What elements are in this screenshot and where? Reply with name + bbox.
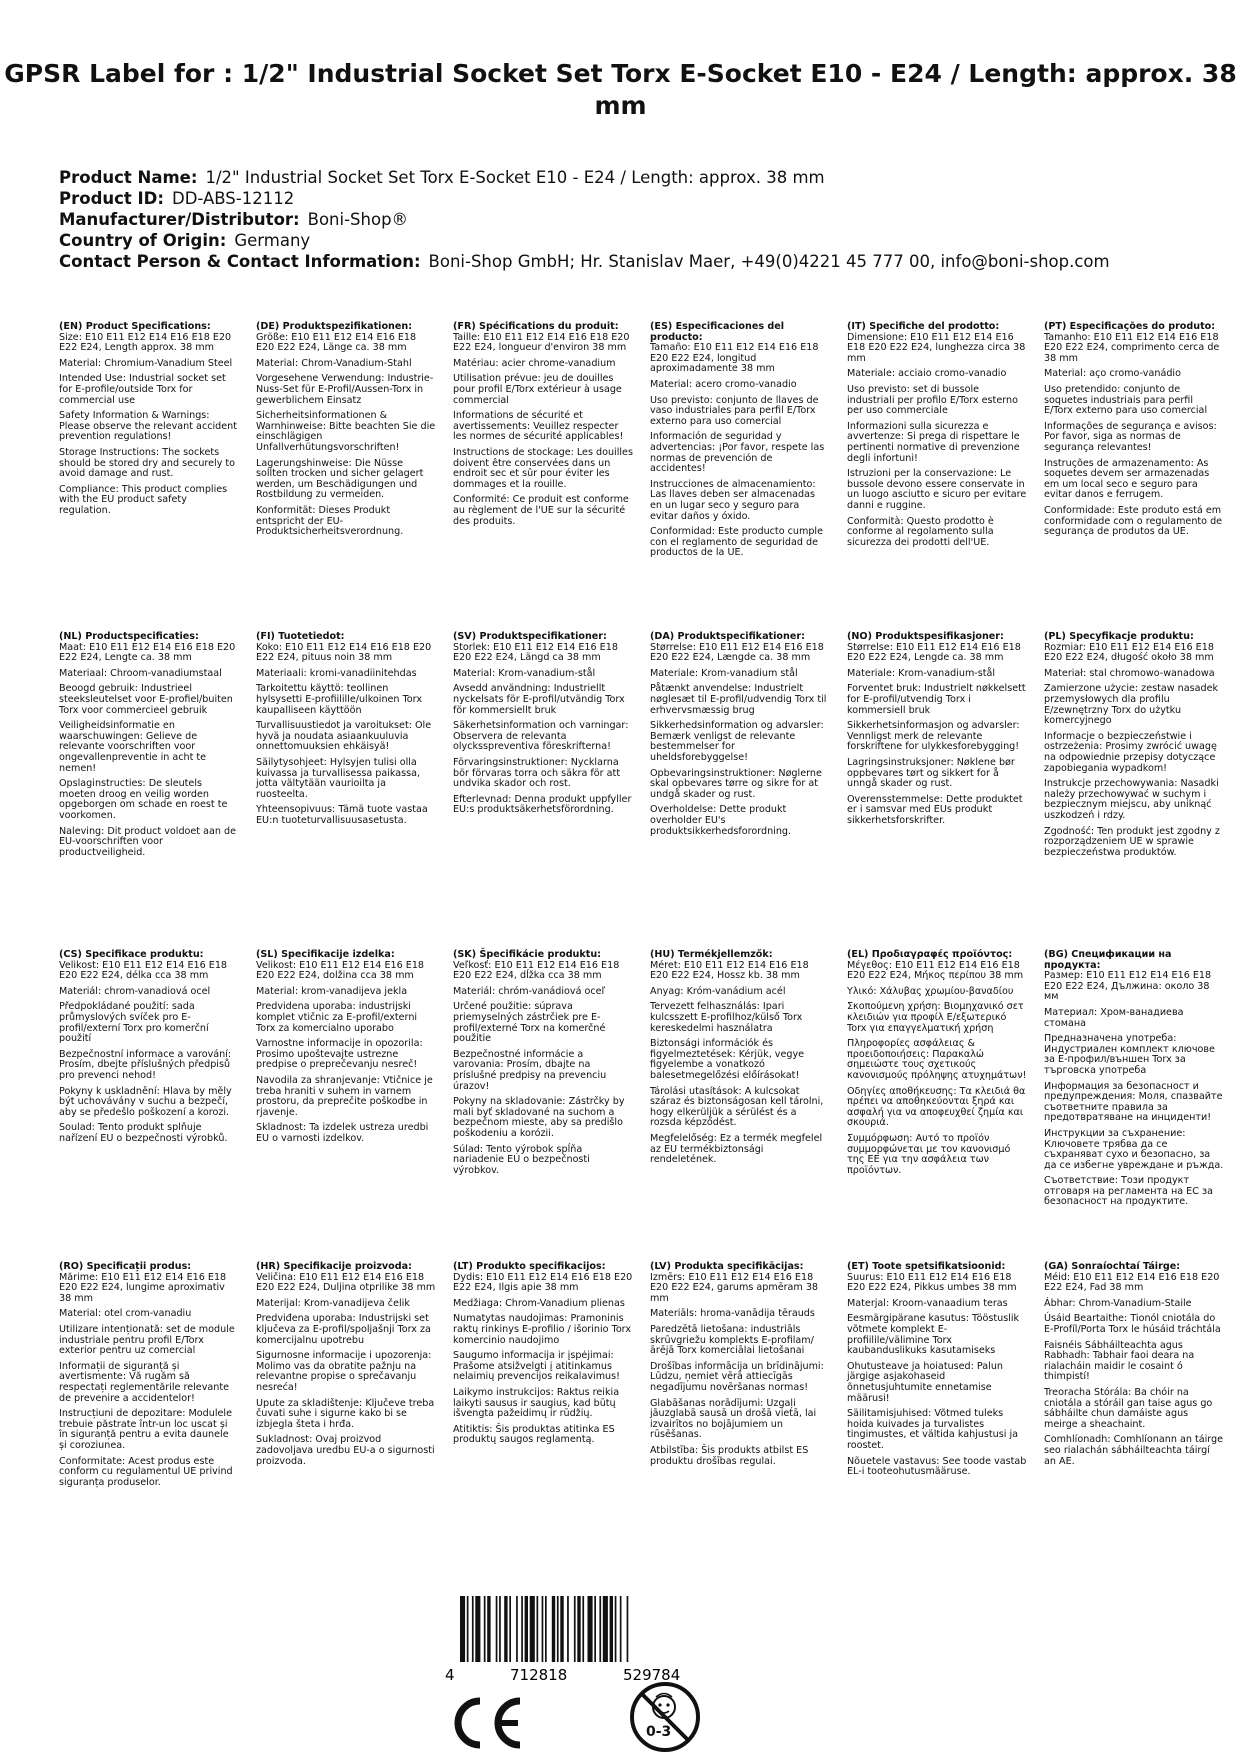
spec-line: Størrelse: E10 E11 E12 E14 E16 E18 E20 E22 E24, Lengde ca. 38 mm	[847, 641, 1021, 664]
spec-line: Úsáid Beartaithe: Tionól cniotála do E-Profíl/Porta Torx le húsáid tráchtála	[1044, 1313, 1221, 1335]
not-for-children-0-3-icon	[628, 1680, 702, 1754]
spec-line: Suurus: E10 E11 E12 E14 E16 E18 E20 E22 E24, Pikkus umbes 38 mm	[847, 1271, 1017, 1294]
barcode-bar	[525, 1596, 528, 1662]
spec-line: Materiale: acciaio cromo-vanadio	[847, 368, 1007, 380]
barcode-bar	[603, 1596, 608, 1662]
spec-line: Πληροφορίες ασφάλειας & προειδοποιήσεις: Παρακαλώ σημειώστε τους σχετικούς κανονισμούς πρόληψης ατυχημάτων!	[847, 1038, 1027, 1081]
spec-line: Säilytysohjeet: Hylsyjen tulisi olla kuivassa ja turvallisessa paikassa, jotta vältytään vaurioilta ja ruosteelta.	[256, 756, 421, 800]
spec-line: Opbevaringsinstruktioner: Nøglerne skal opbevares tørre og sikre for at undgå skader og rust.	[650, 767, 822, 800]
spec-line: Informacje o bezpieczeństwie i ostrzeżenia: Prosimy zwrócić uwagę na odpowiednie przepisy dotyczące zapobiegania wypadkom!	[1044, 730, 1217, 774]
spec-line: Efterlevnad: Denna produkt uppfyller EU:s produktsäkerhetsförordning.	[453, 793, 632, 816]
spec-block	[256, 1262, 436, 1472]
barcode-bar	[582, 1596, 584, 1662]
spec-line: Bezpečnostné informácie a varovania: Prosím, dbajte na príslušné predpisy na prevenciu úrazov!	[453, 1048, 607, 1092]
spec-line: Glabāšanas norādījumi: Uzgaļi jāuzglabā sausā un drošā vietā, lai izvairītos no bojājumiem un rūsēšanas.	[650, 1397, 817, 1441]
spec-block	[847, 1262, 1027, 1483]
spec-line: Material: otel crom-vanadiu	[59, 1308, 192, 1320]
info-value: Boni-Shop®	[307, 210, 409, 229]
spec-block	[256, 632, 436, 832]
info-label: Country of Origin:	[59, 231, 227, 250]
spec-heading: (DE) Produktspezifikationen:	[256, 321, 413, 332]
spec-heading: (FR) Spécifications du produit:	[453, 321, 619, 332]
spec-heading: (NL) Productspecificaties:	[59, 631, 199, 642]
spec-line: Vorgesehene Verwendung: Industrie-Nuss-Set für E-Profil/Aussen-Torx in gewerblichem Einsatz	[256, 373, 434, 406]
spec-line: Určené použitie: súprava priemyselných zástrčiek pre E-profil/externé Torx na komerčné použitie	[453, 1001, 606, 1045]
spec-line: Eesmärgipärane kasutus: Tööstuslik võtmete komplekt E-profiilile/välimine Torx kaubanduslikuks kasutamiseks	[847, 1313, 1020, 1357]
spec-line: Påtænkt anvendelse: Industrielt nøglesæt til E-profil/udvendig Torx til erhvervsmæssig brug	[650, 683, 827, 716]
age-label: 0-3	[646, 1724, 672, 1740]
spec-line: Velikost: E10 E11 E12 E14 E16 E18 E20 E22 E24, délka cca 38 mm	[59, 959, 228, 982]
barcode-bar	[588, 1596, 593, 1662]
spec-line: Saugumo informacija ir įspėjimai: Prašome atsižvelgti į atitinkamus nelaimių prevencijos reikalavimus!	[453, 1350, 620, 1383]
spec-block	[453, 950, 633, 1181]
info-value: 1/2" Industrial Socket Set Torx E-Socket E10 - E24 / Length: approx. 38 mm	[205, 168, 825, 187]
spec-heading: (SL) Specifikacije izdelka:	[256, 949, 395, 960]
spec-line: Overensstemmelse: Dette produktet er i samsvar med EUs produkt sikkerhetsforskrifter.	[847, 793, 1023, 826]
barcode-digit-1: 4	[445, 1666, 455, 1682]
spec-line: Veličina: E10 E11 E12 E14 E16 E18 E20 E22 E24, Duljina otprilike 38 mm	[256, 1271, 436, 1294]
spec-line: Méid: E10 E11 E12 E14 E16 E18 E20 E22 E24, Fad 38 mm	[1044, 1271, 1220, 1294]
spec-block	[256, 322, 436, 543]
spec-line: Súlad: Tento výrobok spĺňa nariadenie EÚ o bezpečnosti výrobkov.	[453, 1143, 590, 1176]
spec-line: Materiał: stal chromowo-wanadowa	[1044, 667, 1215, 679]
spec-line: Dydis: E10 E11 E12 E14 E16 E18 E20 E22 E24, Ilgis apie 38 mm	[453, 1271, 633, 1294]
barcode-bar	[467, 1596, 469, 1662]
spec-line: Ábhar: Chrom-Vanadium-Staile	[1044, 1297, 1192, 1309]
spec-line: Konformität: Dieses Produkt entspricht der EU-Produktsicherheitsverordnung.	[256, 504, 404, 538]
spec-line: Taille: E10 E11 E12 E14 E16 E18 E20 E22 E24, longueur d'environ 38 mm	[453, 331, 630, 354]
spec-line: Pokyny na skladovanie: Zástrčky by mali byť skladované na suchom a bezpečnom mieste, aby sa predišlo poškodeniu a korózii.	[453, 1096, 625, 1139]
spec-line: Materiale: Krom-vanadium stål	[650, 667, 798, 679]
spec-line: Tamanho: E10 E11 E12 E14 E16 E18 E20 E22 E24, comprimento cerca de 38 mm	[1044, 331, 1220, 364]
spec-line: Numatytas naudojimas: Pramoninis raktų rinkinys E-profilio / išorinio Torx komercinio naudojimo	[453, 1313, 632, 1346]
spec-line: Υλικό: Χάλυβας χρωμίου-βαναδίου	[847, 985, 1014, 997]
spec-line: Předpokládané použití: sada průmyslových svíček pro E-profil/externí Torx pro komerční použití	[59, 1001, 209, 1045]
spec-line: Opslaginstructies: De sleutels moeten droog en veilig worden opgeborgen om schade en roest te voorkomen.	[59, 778, 228, 821]
barcode-bar	[577, 1596, 580, 1662]
spec-line: Σκοπούμενη χρήση: Βιομηχανικό σετ κλειδιών για προφίλ E/εξωτερικό Torx για επαγγελματική χρήση	[847, 1001, 1024, 1034]
spec-line: Lagringsinstruksjoner: Nøklene bør oppbevares tørt og sikkert for å unngå skader og rust.	[847, 756, 1015, 790]
barcode-bar	[487, 1596, 490, 1662]
spec-line: Treoracha Stórála: Ba chóir na cniotála a stóráil gan taise agus go sábháilte chun damáiste agus meirge a sheachaint.	[1044, 1386, 1213, 1430]
spec-line: Conformitate: Acest produs este conform cu regulamentul UE privind siguranța produselor.	[59, 1455, 233, 1488]
barcode-bar	[475, 1596, 480, 1662]
spec-line: Méret: E10 E11 E12 E14 E16 E18 E20 E22 E24, Hossz kb. 38 mm	[650, 959, 809, 982]
spec-line: Zamierzone użycie: zestaw nasadek przemysłowych dla profilu E/zewnętrzny Torx do użytku komercyjnego	[1044, 683, 1219, 727]
spec-line: Bezpečnostní informace a varování: Prosím, dbejte příslušných předpisů pro prevenci nehod!	[59, 1048, 232, 1081]
spec-line: Rozmiar: E10 E11 E12 E14 E16 E18 E20 E22 E24, długość około 38 mm	[1044, 641, 1214, 664]
spec-heading: (RO) Specificații produs:	[59, 1261, 192, 1272]
spec-block	[59, 950, 239, 1150]
barcode-bar	[504, 1596, 507, 1662]
spec-line: Съответствие: Този продукт отговаря на регламента на ЕС за безопасност на продуктите.	[1044, 1175, 1213, 1208]
spec-block	[847, 632, 1027, 832]
spec-line: Material: aço cromo-vanádio	[1044, 368, 1181, 380]
spec-line: Comhlíonadh: Comhlíonann an táirge seo rialachán sábháilteachta táirgí an AE.	[1044, 1434, 1224, 1467]
spec-line: Предназначена употреба: Индустриален комплект ключове за Е-профил/външен Torx за търговска употреба	[1044, 1033, 1215, 1076]
spec-line: Material: acero cromo-vanadio	[650, 378, 797, 390]
spec-line: Tárolási utasítások: A kulcsokat száraz és biztonságosan kell tárolni, hogy elkerüljük a sérülést és a rozsda képződést.	[650, 1085, 824, 1129]
spec-line: Informații de siguranță și avertismente: Vă rugăm să respectați reglementările relevante de prevenire a accidentelor!	[59, 1360, 230, 1404]
spec-heading: (HU) Termékjellemzők:	[650, 949, 773, 960]
spec-line: Materjal: Kroom-vanaadium teras	[847, 1297, 1008, 1309]
barcode-bar	[610, 1596, 613, 1662]
spec-heading: (EL) Προδιαγραφές προϊόντος:	[847, 949, 1013, 960]
spec-line: Dimensione: E10 E11 E12 E14 E16 E18 E20 E22 E24, lunghezza circa 38 mm	[847, 331, 1026, 364]
spec-line: Μέγεθος: E10 E11 E12 E14 E16 E18 E20 E22 E24, Μήκος περίπου 38 mm	[847, 959, 1024, 982]
ce-mark-icon	[452, 1695, 526, 1751]
spec-line: Overholdelse: Dette produkt overholder EU's produktsikkerhedsforordning.	[650, 804, 792, 837]
spec-block	[59, 632, 239, 863]
spec-block	[1044, 950, 1224, 1213]
info-row	[59, 230, 1199, 251]
spec-block	[59, 1262, 239, 1493]
spec-heading: (DA) Produktspecifikationer:	[650, 631, 805, 642]
spec-line: Atbilstība: Šis produkts atbilst ES produktu drošības regulai.	[650, 1444, 809, 1467]
info-label: Product Name:	[59, 168, 198, 187]
spec-line: Förvaringsinstruktioner: Nycklarna bör förvaras torra och säkra för att undvika skador och rost.	[453, 756, 621, 790]
barcode-bar	[560, 1596, 563, 1662]
barcode-digits-2: 712818	[510, 1666, 568, 1682]
spec-line: Materiaali: kromi-vanadiinitehdas	[256, 667, 417, 679]
spec-line: Materiál: chrom-vanadiová ocel	[59, 985, 211, 997]
spec-line: Uso previsto: conjunto de llaves de vaso industriales para perfil E/Torx externo para uso comercial	[650, 394, 819, 427]
spec-line: Sigurnosne informacije i upozorenja: Molimo vas da obratite pažnju na relevantne propise o sprečavanju nesreća!	[256, 1350, 432, 1393]
spec-heading: (EN) Product Specifications:	[59, 321, 211, 332]
barcode-bar	[552, 1596, 555, 1662]
spec-line: Navodila za shranjevanje: Vtičnice je treba hraniti v suhem in varnem prostoru, da preprečite poškodbe in rjavenje.	[256, 1074, 433, 1118]
spec-line: Säkerhetsinformation och varningar: Observera de relevanta olycksspreventiva föreskrifterna!	[453, 720, 629, 753]
barcode-bar	[627, 1596, 629, 1662]
spec-heading: (PT) Especificações do produto:	[1044, 321, 1216, 332]
info-value: Germany	[234, 231, 311, 250]
spec-line: Informations de sécurité et avertissements: Veuillez respecter les normes de sécurité applicables!	[453, 410, 624, 443]
spec-line: Soulad: Tento produkt splňuje nařízení EU o bezpečnosti výrobků.	[59, 1122, 228, 1144]
spec-line: Matériau: acier chrome-vanadium	[453, 357, 616, 369]
barcode-bar	[516, 1596, 518, 1662]
spec-line: Paredzētā lietošana: industriāls skrūvgriežu komplekts E-profilam/ārējā Torx komerciālai lietošanai	[650, 1323, 814, 1357]
spec-line: Instrucțiuni de depozitare: Modulele trebuie păstrate într-un loc uscat și în siguranță pentru a evita daunele și coroziunea.	[59, 1408, 232, 1451]
spec-line: Utilizare intenționată: set de module industriale pentru profil E/Torx exterior pentru uz comercial	[59, 1323, 235, 1357]
spec-heading: (FI) Tuotetiedot:	[256, 631, 345, 642]
spec-line: Sikkerhetsinformasjon og advarsler: Vennligst merk de relevante forskriftene for ulykkesforebygging!	[847, 720, 1020, 753]
spec-heading: (CS) Specifikace produktu:	[59, 949, 204, 960]
barcode-bar	[460, 1596, 465, 1662]
spec-line: Intended Use: Industrial socket set for E-profile/outside Torx for commercial use	[59, 373, 226, 406]
spec-line: Tarkoitettu käyttö: teollinen hylsysetti E-profiilille/ulkoinen Torx kaupalliseen käyttöön	[256, 683, 423, 716]
spec-line: Sicherheitsinformationen & Warnhinweise: Bitte beachten Sie die einschlägigen Unfallverhütungsvorschriften!	[256, 410, 436, 453]
spec-line: Informações de segurança e avisos: Por favor, siga as normas de segurança relevantes!	[1044, 420, 1217, 453]
spec-heading: (PL) Specyfikacje produktu:	[1044, 631, 1194, 642]
spec-heading: (IT) Specifiche del prodotto:	[847, 321, 1000, 332]
spec-line: Veiligheidsinformatie en waarschuwingen: Gelieve de relevante voorschriften voor ongevallenpreventie in acht te nemen!	[59, 720, 207, 774]
spec-line: Skladnost: Ta izdelek ustreza uredbi EU o varnosti izdelkov.	[256, 1122, 429, 1144]
barcode-bar	[537, 1596, 539, 1662]
spec-line: Avsedd användning: Industriellt nyckelsats för E-profil/utvändig Torx för kommersiellt bruk	[453, 683, 625, 716]
spec-heading: (ET) Toote spetsifikatsioonid:	[847, 1261, 1006, 1272]
spec-line: Instrukcje przechowywania: Nasadki należy przechowywać w suchym i bezpiecznym miejscu, aby uniknąć uszkodzeń i rdzy.	[1044, 778, 1219, 821]
spec-heading: (SV) Produktspecifikationer:	[453, 631, 607, 642]
spec-line: Storlek: E10 E11 E12 E14 E16 E18 E20 E22 E24, Längd ca 38 mm	[453, 641, 618, 664]
spec-line: Συμμόρφωση: Αυτό το προϊόν συμμορφώνεται με τον κανονισμό της ΕΕ για την ασφάλεια των προϊόντων.	[847, 1132, 1011, 1176]
spec-line: Velikost: E10 E11 E12 E14 E16 E18 E20 E22 E24, dolžina cca 38 mm	[256, 959, 425, 982]
spec-line: Atitiktis: Šis produktas atitinka ES produktų saugos reglamentą.	[453, 1423, 615, 1446]
spec-line: Инструкции за съхранение: Ключовете трябва да се съхраняват сухо и безопасно, за да се избегне увреждане и ръжда.	[1044, 1127, 1224, 1171]
info-row	[59, 167, 1199, 188]
spec-line: Tervezett felhasználás: Ipari kulcsszett E-profilhoz/külső Torx kereskedelmi használatra	[650, 1001, 803, 1034]
info-row	[59, 251, 1199, 272]
spec-line: Drošības informācija un brīdinājumi: Lūdzu, ņemiet vērā attiecīgās negadījumu novēršanas normas!	[650, 1360, 824, 1393]
barcode-bar	[557, 1596, 559, 1662]
spec-heading: (GA) Sonraíochtaí Táirge:	[1044, 1261, 1181, 1272]
spec-line: Sikkerhedsinformation og advarsler: Bemærk venligst de relevante bestemmelser for uheldsforebyggelse!	[650, 720, 824, 763]
spec-line: Faisnéis Sábháilteachta agus Rabhadh: Tabhair faoi deara na rialacháin maidir le cosaint ó thimpistí!	[1044, 1339, 1195, 1383]
barcode-bar	[542, 1596, 544, 1662]
spec-block	[847, 950, 1027, 1181]
barcode-digits-3: 529784	[623, 1666, 681, 1682]
spec-line: Tamaño: E10 E11 E12 E14 E16 E18 E20 E22 E24, longitud aproximadamente 38 mm	[650, 342, 819, 375]
spec-block	[59, 322, 239, 522]
spec-line: Sukladnost: Ovaj proizvod zadovoljava uredbu EU-a o sigurnosti proizvoda.	[256, 1434, 435, 1467]
barcode-bar	[599, 1596, 601, 1662]
spec-block	[256, 950, 436, 1150]
spec-line: Yhteensopivuus: Tämä tuote vastaa EU:n tuoteturvallisuusasetusta.	[256, 804, 428, 826]
spec-line: Nõuetele vastavus: See toode vastab EL-i tooteohutusmääruse.	[847, 1455, 1027, 1478]
barcode-bar	[594, 1596, 596, 1662]
spec-line: Upute za skladištenje: Ključeve treba čuvati suhe i sigurne kako bi se izbjegla šteta i hrđa.	[256, 1397, 435, 1430]
barcode-bar	[509, 1596, 511, 1662]
spec-block	[847, 322, 1027, 553]
barcode-bar	[620, 1596, 622, 1662]
spec-heading: (NO) Produktspesifikasjoner:	[847, 631, 1004, 642]
spec-line: Instructions de stockage: Les douilles doivent être conservées dans un endroit sec et sûr pour éviter les dommages et la rouille.	[453, 446, 633, 490]
spec-line: Materiaal: Chroom-vanadiumstaal	[59, 667, 222, 679]
spec-line: Anyag: Króm-vanádium acél	[650, 985, 786, 997]
spec-line: Koko: E10 E11 E12 E14 E16 E18 E20 E22 E24, pituus noin 38 mm	[256, 641, 432, 664]
barcode-bar	[545, 1596, 547, 1662]
spec-block	[650, 632, 830, 842]
spec-line: Materiāls: hroma-vanādija tērauds	[650, 1308, 815, 1320]
spec-line: Maat: E10 E11 E12 E14 E16 E18 E20 E22 E24, Lengte ca. 38 mm	[59, 641, 236, 664]
spec-line: Pokyny k uskladnění: Hlava by měly být uchovávány v suchu a bezpečí, aby se předešlo poškození a korozi.	[59, 1085, 232, 1118]
spec-heading: (HR) Specifikacije proizvoda:	[256, 1261, 412, 1272]
info-row	[59, 209, 1199, 230]
info-row	[59, 188, 1199, 209]
spec-line: Biztonsági információk és figyelmeztetések: Kérjük, vegye figyelembe a vonatkozó balesetmegelőzési előírásokat!	[650, 1038, 805, 1081]
spec-line: Size: E10 E11 E12 E14 E16 E18 E20 E22 E24, Length approx. 38 mm	[59, 331, 232, 354]
spec-line: Materijal: Krom-vanadijeva čelik	[256, 1297, 410, 1309]
spec-line: Материал: Хром-ванадиева стомана	[1044, 1006, 1184, 1029]
spec-heading: (SK) Špecifikácie produktu:	[453, 949, 602, 960]
barcode-bar	[567, 1596, 569, 1662]
spec-block	[453, 322, 633, 532]
spec-line: Información de seguridad y advertencias: ¡Por favor, respete las normas de prevención de accidentes!	[650, 431, 825, 475]
spec-line: Istruzioni per la conservazione: Le bussole devono essere conservate in un luogo asciutto e sicuro per evitare danni e ruggine.	[847, 468, 1027, 511]
spec-line: Izmērs: E10 E11 E12 E14 E16 E18 E20 E22 E24, garums apmēram 38 mm	[650, 1271, 819, 1304]
spec-line: Uso previsto: set di bussole industriali per profilo E/Torx esterno per uso commerciale	[847, 383, 1018, 417]
spec-line: Material: Krom-vanadium-stål	[453, 667, 596, 679]
spec-line: Predvidena uporaba: industrijski komplet vtičnic za E-profil/externi Torx za komercialno uporabo	[256, 1001, 418, 1034]
barcode	[440, 1596, 740, 1682]
spec-line: Информация за безопасност и предупреждения: Моля, спазвайте съответните правила за предотвратяване на инциденти!	[1044, 1080, 1223, 1124]
barcode-bar	[496, 1596, 498, 1662]
spec-line: Naleving: Dit product voldoet aan de EU-voorschriften voor productveiligheid.	[59, 825, 236, 858]
spec-line: Οδηγίες αποθήκευσης: Τα κλειδιά θα πρέπει να αποθηκεύονται ξηρά και ασφαλή για να αποφευχθεί ζημία και σκουριά.	[847, 1085, 1026, 1129]
barcode-bar	[484, 1596, 486, 1662]
spec-heading: (LV) Produkta specifikācijas:	[650, 1261, 804, 1272]
spec-block	[650, 1262, 830, 1472]
spec-line: Zgodność: Ten produkt jest zgodny z rozporządzeniem UE w sprawie bezpieczeństwa produktów.	[1044, 825, 1220, 858]
spec-line: Lagerungshinweise: Die Nüsse sollten trocken und sicher gelagert werden, um Beschädigungen und Rostbildung zu vermeiden.	[256, 457, 424, 501]
spec-line: Informazioni sulla sicurezza e avvertenze: Si prega di rispettare le pertinenti normative di prevenzione degli infortuni!	[847, 420, 1020, 464]
spec-line: Ohutusteave ja hoiatused: Palun järgige asjakohaseid õnnetusjuhtumite ennetamise määrusi!	[847, 1360, 1003, 1404]
spec-line: Säilitamisjuhised: Võtmed tuleks hoida kuivades ja turvalistes tingimustes, et vältida kahjustusi ja roostet.	[847, 1408, 1019, 1451]
spec-line: Material: Chrom-Vanadium-Stahl	[256, 357, 412, 369]
spec-line: Laikymo instrukcijos: Raktus reikia laikyti sausus ir saugius, kad būtų išvengta pažeidimų ir rūdžių.	[453, 1386, 620, 1420]
barcode-bar	[574, 1596, 576, 1662]
spec-line: Størrelse: E10 E11 E12 E14 E16 E18 E20 E22 E24, Længde ca. 38 mm	[650, 641, 824, 664]
spec-line: Materiál: chróm-vanádiová oceľ	[453, 985, 606, 997]
spec-block	[1044, 1262, 1224, 1472]
spec-line: Conformidade: Este produto está em conformidade com o regulamento de segurança de produtos da UE.	[1044, 504, 1223, 538]
spec-line: Размер: E10 E11 E12 E14 E16 E18 E20 E22 E24, Дължина: около 38 мм	[1044, 970, 1212, 1003]
page-title: GPSR Label for : 1/2" Industrial Socket Set Torx E-Socket E10 - E24 / Length: approx. 38 mm	[4, 59, 1237, 120]
spec-line: Storage Instructions: The sockets should be stored dry and securely to avoid damage and rust.	[59, 446, 236, 480]
spec-line: Veľkosť: E10 E11 E12 E14 E16 E18 E20 E22 E24, dĺžka cca 38 mm	[453, 959, 620, 982]
spec-line: Beoogd gebruik: Industrieel steeksleutelset voor E-profiel/buiten Torx voor commercieel gebruik	[59, 683, 233, 716]
spec-line: Größe: E10 E11 E12 E14 E16 E18 E20 E22 E24, Länge ca. 38 mm	[256, 331, 417, 354]
barcode-bar	[472, 1596, 474, 1662]
info-label: Product ID:	[59, 189, 164, 208]
spec-heading: (BG) Спецификации на продукта:	[1044, 949, 1172, 971]
barcode-bar	[499, 1596, 501, 1662]
spec-block	[453, 1262, 633, 1451]
info-label: Contact Person & Contact Information:	[59, 252, 421, 271]
spec-block	[1044, 322, 1224, 543]
spec-line: Turvallisuustiedot ja varoitukset: Ole hyvä ja noudata asiaankuuluvia onnettomuuksien ehkäisyä!	[256, 720, 432, 753]
barcode-bar	[530, 1596, 535, 1662]
spec-block	[650, 950, 830, 1171]
spec-line: Mărime: E10 E11 E12 E14 E16 E18 E20 E22 E24, lungime aproximativ 38 mm	[59, 1271, 227, 1304]
spec-line: Uso pretendido: conjunto de soquetes industriais para perfil E/Torx externo para uso comercial	[1044, 383, 1208, 417]
spec-line: Medžiaga: Chrom-Vanadium plienas	[453, 1297, 625, 1309]
barcode-bar	[521, 1596, 523, 1662]
spec-line: Compliance: This product complies with the EU product safety regulation.	[59, 483, 228, 516]
spec-heading: (LT) Produkto specifikacijos:	[453, 1261, 606, 1272]
spec-line: Material: Chromium-Vanadium Steel	[59, 357, 233, 369]
info-value: DD-ABS-12112	[171, 189, 295, 208]
info-value: Boni-Shop GmbH; Hr. Stanislav Maer, +49(0)4221 45 777 00, info@boni-shop.com	[428, 252, 1110, 271]
spec-line: Forventet bruk: Industrielt nøkkelsett for E-profil/utvendig Torx i kommersiell bruk	[847, 683, 1026, 716]
info-label: Manufacturer/Distributor:	[59, 210, 300, 229]
spec-heading: (ES) Especificaciones del producto:	[650, 321, 785, 343]
spec-block	[1044, 632, 1224, 863]
spec-line: Material: krom-vanadijeva jekla	[256, 985, 408, 997]
spec-line: Instruções de armazenamento: As soquetes devem ser armazenadas em um local seco e seguro para evitar danos e ferrugem.	[1044, 457, 1210, 501]
barcode-bar	[615, 1596, 617, 1662]
spec-line: Instrucciones de almacenamiento: Las llaves deben ser almacenadas en un lugar seco y seguro para evitar daños y óxido.	[650, 478, 816, 522]
spec-line: Materiale: Krom-vanadium-stål	[847, 667, 996, 679]
ce-mark-text: CE	[452, 1695, 454, 1696]
spec-line: Conformità: Questo prodotto è conforme al regolamento sulla sicurezza dei prodotti dell'UE.	[847, 515, 994, 548]
spec-line: Conformidad: Este producto cumple con el reglamento de seguridad de productos de la UE.	[650, 526, 823, 559]
product-info	[59, 167, 1199, 272]
spec-line: Safety Information & Warnings: Please observe the relevant accident prevention regulations!	[59, 410, 237, 443]
spec-line: Utilisation prévue: jeu de douilles pour profil E/Torx extérieur à usage commercial	[453, 373, 622, 406]
spec-line: Conformité: Ce produit est conforme au règlement de l'UE sur la sécurité des produits.	[453, 494, 629, 527]
spec-line: Predviđena uporaba: Industrijski set ključeva za E-profil/spoljašnji Torx za komercijalnu upotrebu	[256, 1313, 431, 1346]
spec-block	[650, 322, 830, 564]
spec-line: Megfelelőség: Ez a termék megfelel az EU termékbiztonsági rendeletének.	[650, 1132, 823, 1166]
spec-block	[453, 632, 633, 821]
spec-line: Varnostne informacije in opozorila: Prosimo upoštevajte ustrezne predpise o preprečevanju nesreč!	[256, 1038, 423, 1071]
